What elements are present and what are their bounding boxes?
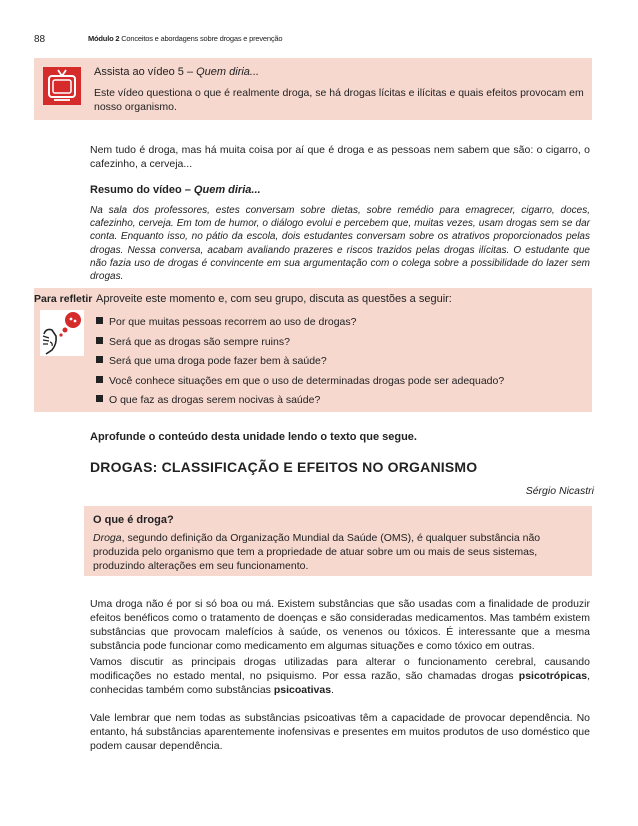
term-psicoativas: psicoativas <box>273 684 332 696</box>
definition-title: O que é droga? <box>93 514 174 526</box>
bullet-square-icon <box>96 395 103 402</box>
reflect-label: Para refletir <box>34 293 93 305</box>
tv-icon <box>42 66 82 106</box>
thinking-person-icon <box>40 310 84 356</box>
question-text: O que faz as drogas serem nocivas à saúde? <box>109 394 321 407</box>
definition-term: Droga <box>93 532 122 544</box>
definition-text <box>93 531 583 573</box>
list-item <box>96 391 504 411</box>
question-text: Por que muitas pessoas recorrem ao uso de drogas? <box>109 316 357 328</box>
body-paragraph-1: Uma droga não é por si só boa ou má. Existem substâncias que são usadas com a finalidade de produzir efeitos benéficos como o tratamento de doenças e são consideradas medicamentos. Mas também existem substâncias que provocam malefícios à saúde, os venenos ou tóxicos. É interessante que a mesma substância pode funcionar como medicamento em algumas situações e como tóxico em outras. <box>90 598 590 652</box>
running-title <box>88 34 282 43</box>
body-paragraph-3: Vale lembrar que nem todas as substâncias psicoativas têm a capacidade de provocar dependência. No entanto, há substâncias aparentemente inofensivas e presentes em muitos produtos de uso doméstico que podem causar dependência. <box>90 712 590 752</box>
module-title: Conceitos e abordagens sobre drogas e prevenção <box>121 34 283 43</box>
aprofunde-line: Aprofunde o conteúdo desta unidade lendo o texto que segue. <box>90 431 417 443</box>
video-title <box>94 66 259 78</box>
resumo-title <box>90 184 261 196</box>
video-title-name: Quem diria... <box>196 66 260 78</box>
list-item <box>96 333 504 353</box>
article-title: DROGAS: CLASSIFICAÇÃO E EFEITOS NO ORGANISMO <box>90 459 478 475</box>
module-label: Módulo 2 <box>88 34 120 43</box>
reflect-questions <box>96 313 504 411</box>
term-psicotropicas: psicotrópicas <box>518 670 588 682</box>
p2-text-a: Vamos discutir as principais drogas utilizadas para alterar o funcionamento cerebral, causando modificações no estado mental, no psiquismo. Por essa razão, são chamadas drogas <box>90 656 590 682</box>
resumo-title-prefix: Resumo do vídeo – <box>90 184 194 196</box>
intro-paragraph: Nem tudo é droga, mas há muita coisa por aí que é droga e as pessoas nem sabem que são: o cigarro, o cafezinho, a cerveja... <box>90 144 590 170</box>
bullet-square-icon <box>96 356 103 363</box>
resumo-title-name: Quem diria... <box>193 184 261 196</box>
video-box <box>34 58 592 120</box>
page-header <box>34 34 283 45</box>
video-description: Este vídeo questiona o que é realmente droga, se há drogas lícitas e ilícitas e quais efeitos provocam em nosso organismo. <box>94 87 584 113</box>
video-title-prefix: Assista ao vídeo 5 – <box>94 66 197 78</box>
question-text: Será que as drogas são sempre ruins? <box>109 335 290 348</box>
question-text: Você conhece situações em que o uso de determinadas drogas pode ser adequado? <box>109 374 505 387</box>
list-item <box>96 313 504 333</box>
list-item <box>96 372 504 392</box>
article-author: Sérgio Nicastri <box>525 485 594 497</box>
p2-text-e: . <box>331 684 334 696</box>
page-number: 88 <box>34 34 46 45</box>
reflect-intro: Aproveite este momento e, com seu grupo, discuta as questões a seguir: <box>96 293 452 305</box>
bullet-square-icon <box>96 337 103 344</box>
body-paragraph-2 <box>90 655 590 697</box>
list-item <box>96 352 504 372</box>
definition-body: , segundo definição da Organização Mundial da Saúde (OMS), é qualquer substância não produzida pelo organismo que tem a propriedade de atuar sobre um ou mais de seus sistemas, produzindo alterações em seu funcionamento. <box>93 532 541 572</box>
p2-text-c: , conhecidas também como substâncias <box>90 670 590 696</box>
question-text: Será que uma droga pode fazer bem à saúde? <box>109 355 327 368</box>
resumo-text: Na sala dos professores, estes conversam sobre dietas, sobre remédio para emagrecer, cigarro, doces, cafezinho, cerveja. Em tom de humor, o diálogo evolui e percebem que, muitas vezes, usam drogas sem se dar conta. Enquanto isso, no pátio da escola, dois estudantes conversam sobre os atrativos proporcionados pelas drogas. Nessa conversa, acabam avaliando prazeres e riscos trazidos pelas drogas ilícitas. O estudante que não fazia uso de drogas é convincente em sua argumentação com o colega sobre a possibilidade do lazer sem drogas. <box>90 205 590 283</box>
bullet-square-icon <box>96 317 103 324</box>
bullet-square-icon <box>96 376 103 383</box>
